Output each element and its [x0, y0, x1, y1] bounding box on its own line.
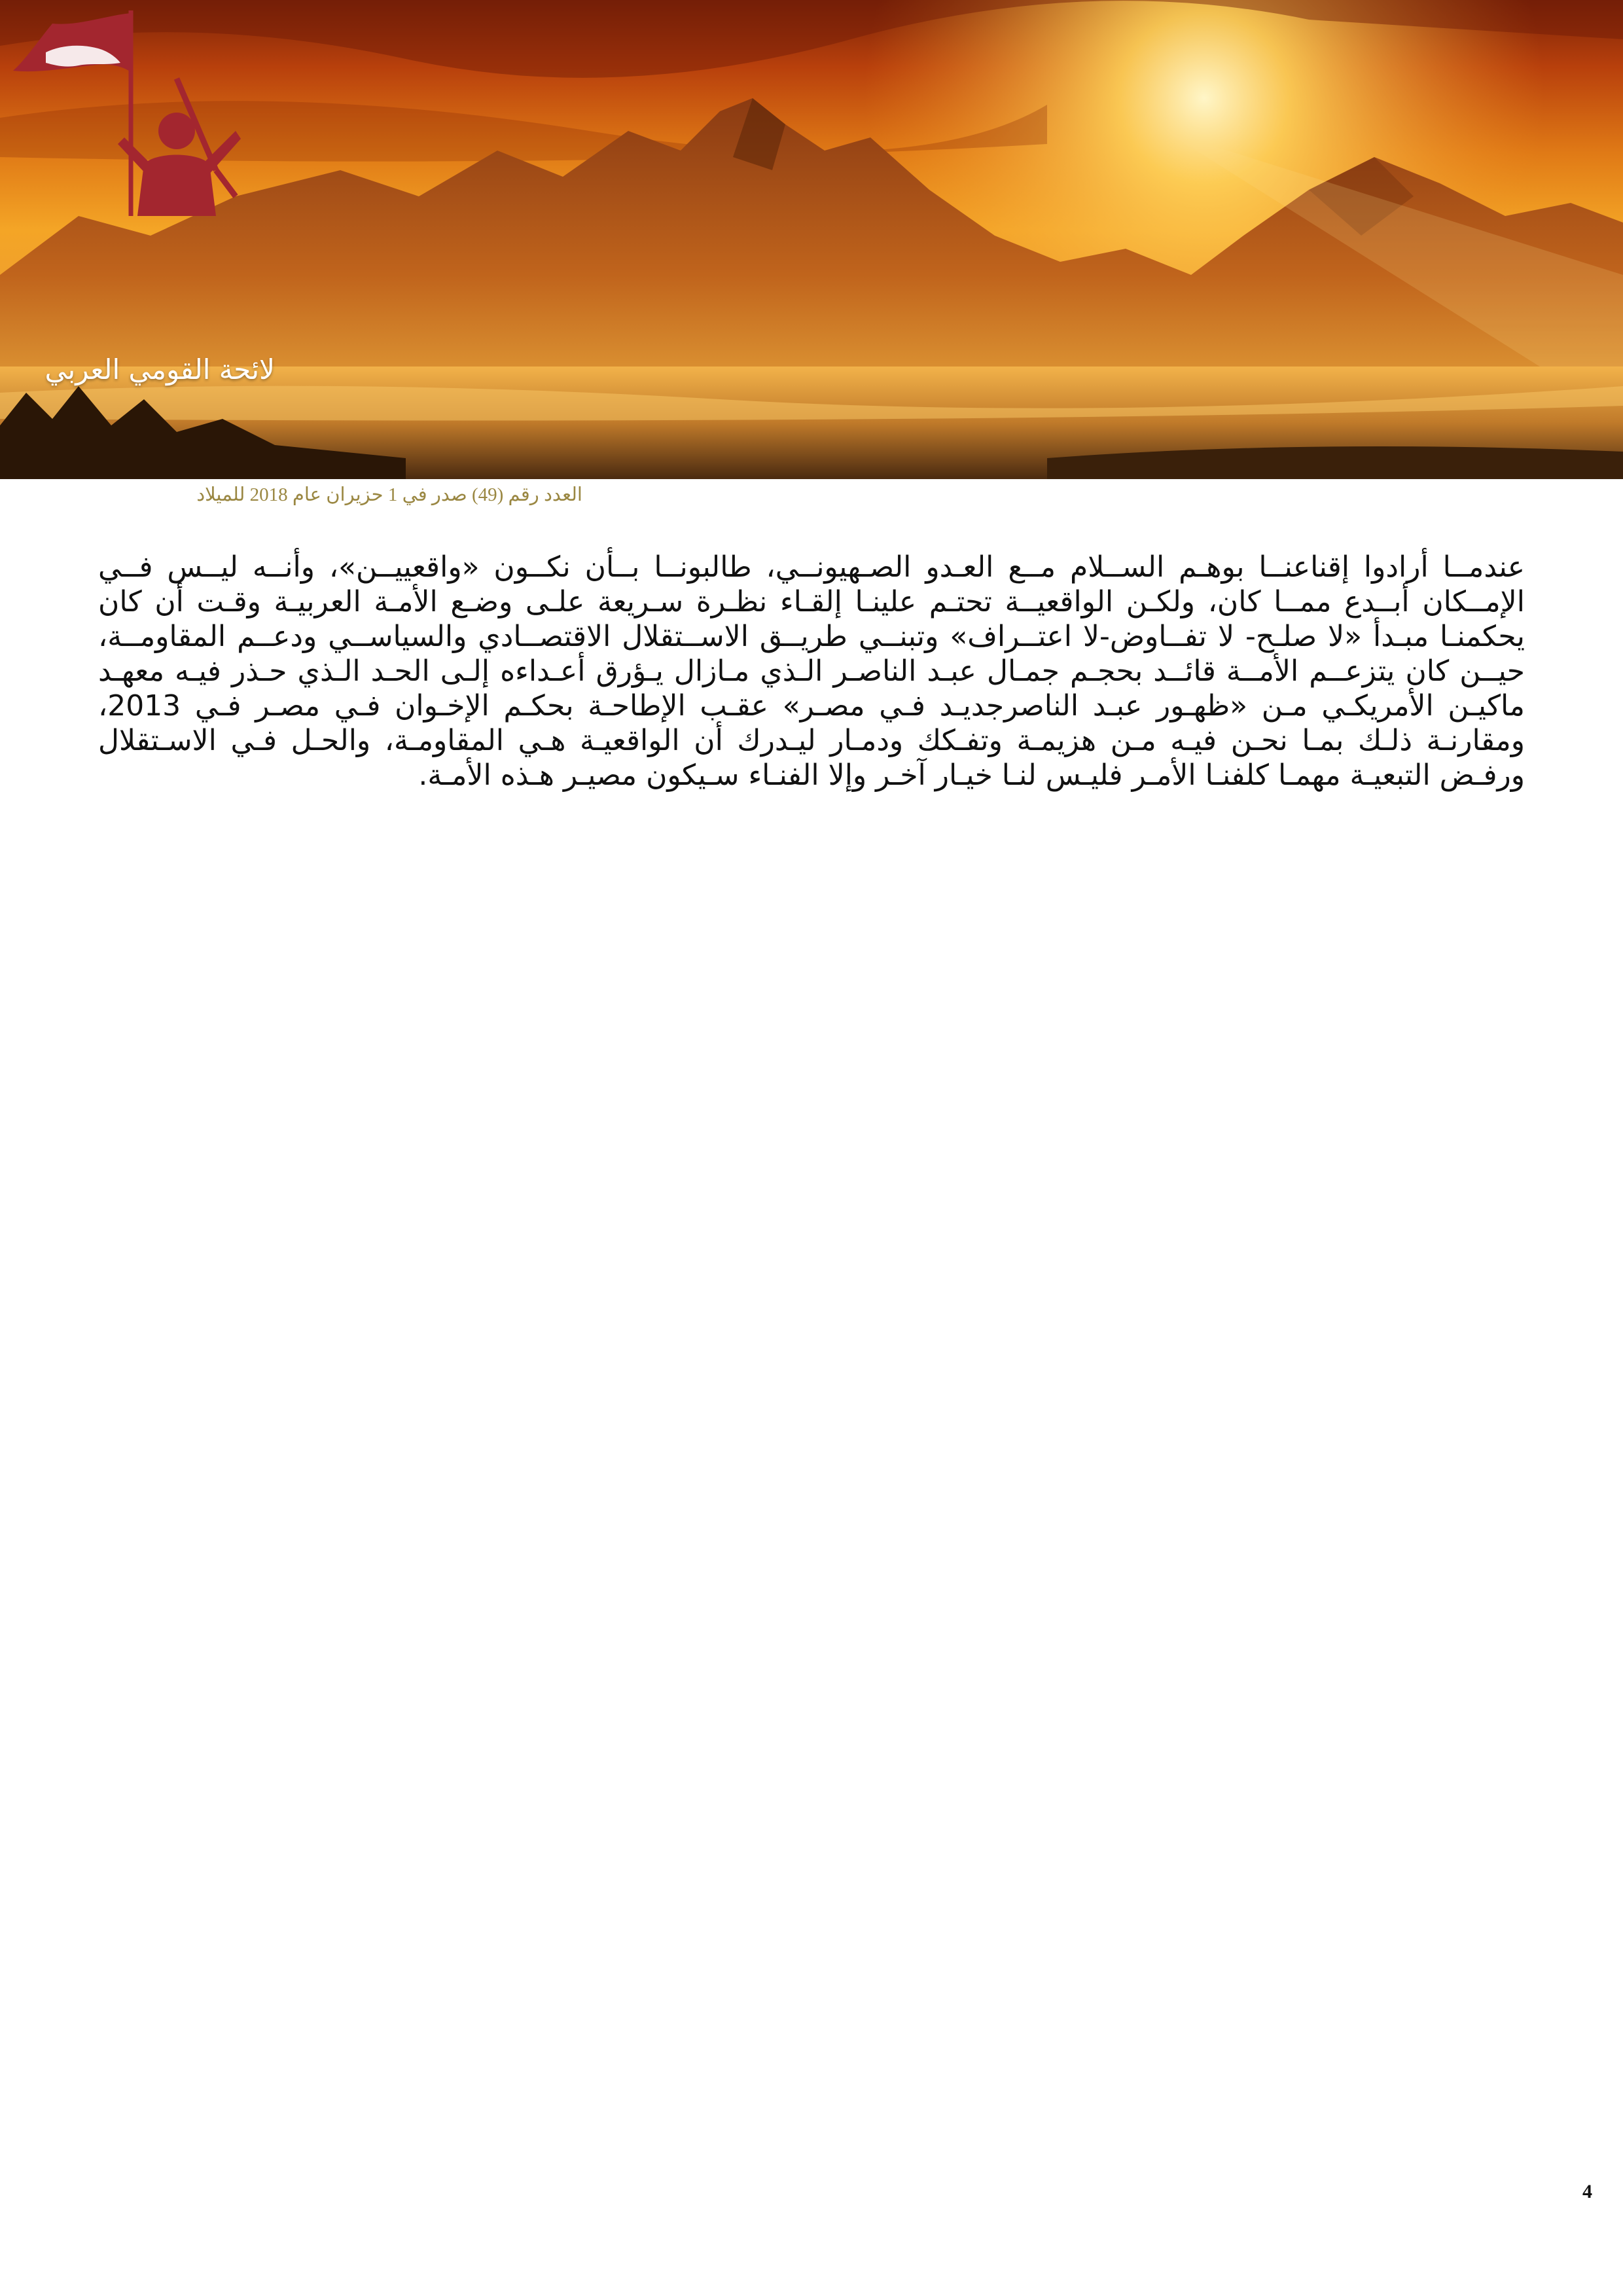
issue-info: العدد رقم (49) صدر في 1 حزيران عام 2018 للميلاد: [196, 484, 582, 505]
logo-caption: لائحة القومي العربي: [45, 353, 275, 386]
page-number: 4: [1582, 2181, 1592, 2202]
header-banner: [0, 0, 1623, 479]
article-paragraph: عندمــا أرادوا إقناعنــا بوهـم الســلام مــع العـدو الصـهيونــي، طالبونــا بــأن نكــون «واقعييــن»، وأنــه ليــس فــي الإمــكان أبــدع ممــا كان، ولكـن الواقعيــة تحتـم علينـا إلقـاء نظـرة سـريعة علـى وضـع الأمـة العربيـة وقـت أن كان يحكمنـا مبـدأ «لا صلـح- لا تفــاوض-لا اعتــراف» وتبنــي طريــق الاســتقلال الاقتصــادي والسياســي ودعــم المقاومــة، حيــن كان يتزعــم الأمــة قائــد بحجـم جمـال عبـد الناصـر الـذي مـازال يـؤرق أعـداءه إلـى الحـد الـذي حـذر فيـه معهـد ماكيـن الأمريكـي مـن «ظهـور عبـد الناصرجديـد فـي مصـر» عقـب الإطاحـة بحكـم الإخـوان فـي مصـر فـي 2013، ومقارنـة ذلـك بمـا نحـن فيـه مـن هزيمـة وتفـكك ودمـار ليـدرك أن الواقعيـة هـي المقاومـة، والحـل فـي الاسـتقلال ورفـض التبعيـة مهمـا كلفنـا الأمـر فليـس لنـا خيـار آخـر وإلا الفنـاء سـيكون مصيـر هـذه الأمـة.: [98, 550, 1525, 792]
flag-fighter-emblem-icon: [0, 0, 262, 262]
